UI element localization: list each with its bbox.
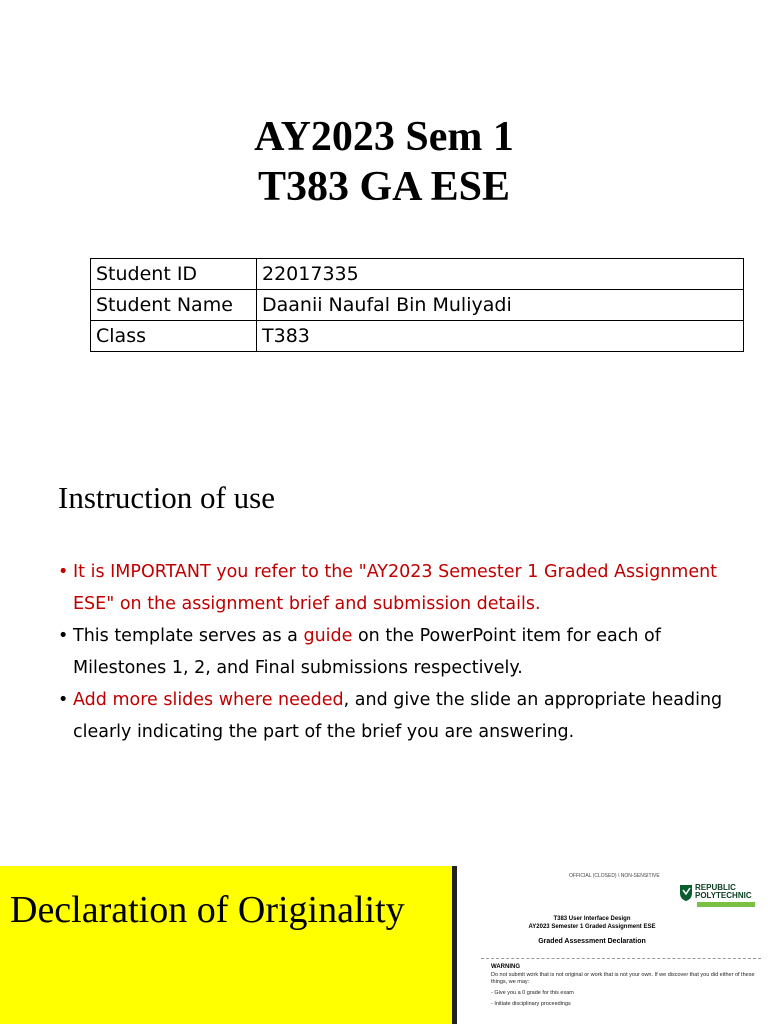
table-row (91, 290, 744, 321)
bullet-2-highlight: guide (303, 626, 353, 646)
instruction-slide (0, 460, 768, 780)
classification-label: OFFICIAL (CLOSED) \ NON-SENSITIVE (569, 873, 660, 879)
doc-item-1: - Give you a 0 grade for this exam (491, 990, 574, 996)
student-name-value: Daanii Naufal Bin Muliyadi (257, 290, 744, 321)
bullet-1-text: It is IMPORTANT you refer to the "AY2023 Semester 1 Graded Assignment ESE" on the assignment brief and submission details. (73, 562, 718, 614)
doc-item-2: - Initiate disciplinary proceedings (491, 1001, 571, 1007)
republic-polytechnic-logo (679, 884, 765, 910)
instruction-heading: Instruction of use (58, 480, 275, 515)
bullet-2-post: on the PowerPoint item for each of Milestones 1, 2, and Final submissions respectively. (73, 626, 661, 678)
list-item (58, 620, 758, 684)
table-row (91, 259, 744, 290)
list-item (58, 684, 758, 748)
declaration-slide (0, 866, 768, 1024)
doc-declaration-title: Graded Assessment Declaration (538, 938, 646, 945)
class-value: T383 (257, 321, 744, 352)
student-info-table (90, 258, 744, 352)
bullet-2-pre: This template serves as a (73, 626, 304, 646)
doc-warning-heading: WARNING (491, 964, 520, 970)
declaration-banner (0, 866, 452, 1024)
logo-green-bar (697, 902, 755, 907)
declaration-document-preview (457, 866, 768, 1024)
slide-title (0, 112, 768, 212)
logo-line-2: POLYTECHNIC (695, 891, 752, 900)
title-line-1: AY2023 Sem 1 (254, 114, 514, 160)
declaration-heading: Declaration of Originality (10, 889, 405, 931)
doc-warning-body (491, 972, 761, 1012)
list-item (58, 556, 758, 620)
doc-course-title: T383 User Interface Design (553, 916, 631, 922)
bullet-3-highlight: Add more slides where needed (73, 690, 344, 710)
class-label: Class (91, 321, 257, 352)
shield-icon (679, 884, 693, 902)
bullet-3-post: , and give the slide an appropriate heading clearly indicating the part of the brief you are answering. (73, 690, 723, 742)
doc-divider (481, 958, 761, 959)
title-slide (0, 0, 768, 430)
table-row (91, 321, 744, 352)
title-line-2: T383 GA ESE (257, 164, 511, 210)
student-id-label: Student ID (91, 259, 257, 290)
logo-line-1: REPUBLIC (695, 883, 736, 892)
instruction-list (58, 556, 758, 748)
doc-assignment-title: AY2023 Semester 1 Graded Assignment ESE (528, 924, 656, 930)
student-id-value: 22017335 (257, 259, 744, 290)
student-name-label: Student Name (91, 290, 257, 321)
logo-text (695, 884, 752, 900)
doc-body-text: Do not submit work that is not original or work that is not your own. If we discover that you did either of these things, we may: (491, 972, 755, 985)
